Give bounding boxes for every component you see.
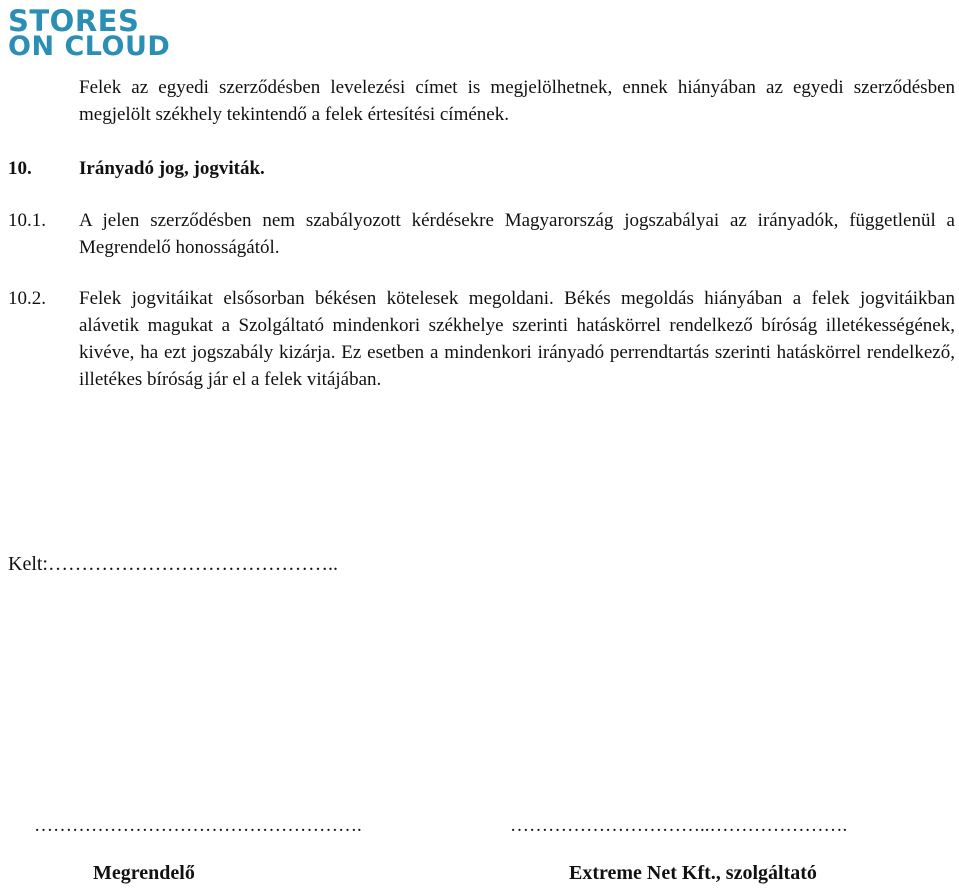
logo-line-2: ON CLOUD xyxy=(8,31,171,62)
date-line: Kelt:…………………………………….. xyxy=(8,553,338,575)
clause-number: 10.1. xyxy=(8,210,46,231)
section-number: 10. xyxy=(8,158,32,179)
signature-label-provider: Extreme Net Kft., szolgáltató xyxy=(569,862,817,884)
signature-line-right: …………………………..…………………. xyxy=(510,815,848,836)
company-logo xyxy=(8,4,171,64)
section-title: Irányadó jog, jogviták. xyxy=(79,158,265,179)
signature-label-customer: Megrendelő xyxy=(93,862,195,884)
signature-line-left: ……………………………………………. xyxy=(34,815,362,836)
clause-text: Felek jogvitáikat elsősorban békésen kötelesek megoldani. Békés megoldás hiányában a felek jogvitáikban alávetik magukat a Szolgáltató mindenkori székhelye szerinti hatáskörrel rendelkező bíróság illetékességének, kivéve, ha ezt jogszabály kizárja. Ez esetben a mindenkori irányadó perrendtartás szerinti hatáskörrel rendelkező, illetékes bíróság jár el a felek vitájában. xyxy=(79,288,955,390)
clause-number: 10.2. xyxy=(8,288,46,309)
intro-paragraph: Felek az egyedi szerződésben levelezési címet is megjelölhetnek, ennek hiányában az egyedi szerződésben megjelölt székhely tekintendő a felek értesítési címének. xyxy=(79,77,955,125)
logo-line-1: STORES xyxy=(8,4,140,38)
clause-text: A jelen szerződésben nem szabályozott kérdésekre Magyarország jogszabályai az irányadók, függetlenül a Megrendelő honosságától. xyxy=(79,210,955,258)
